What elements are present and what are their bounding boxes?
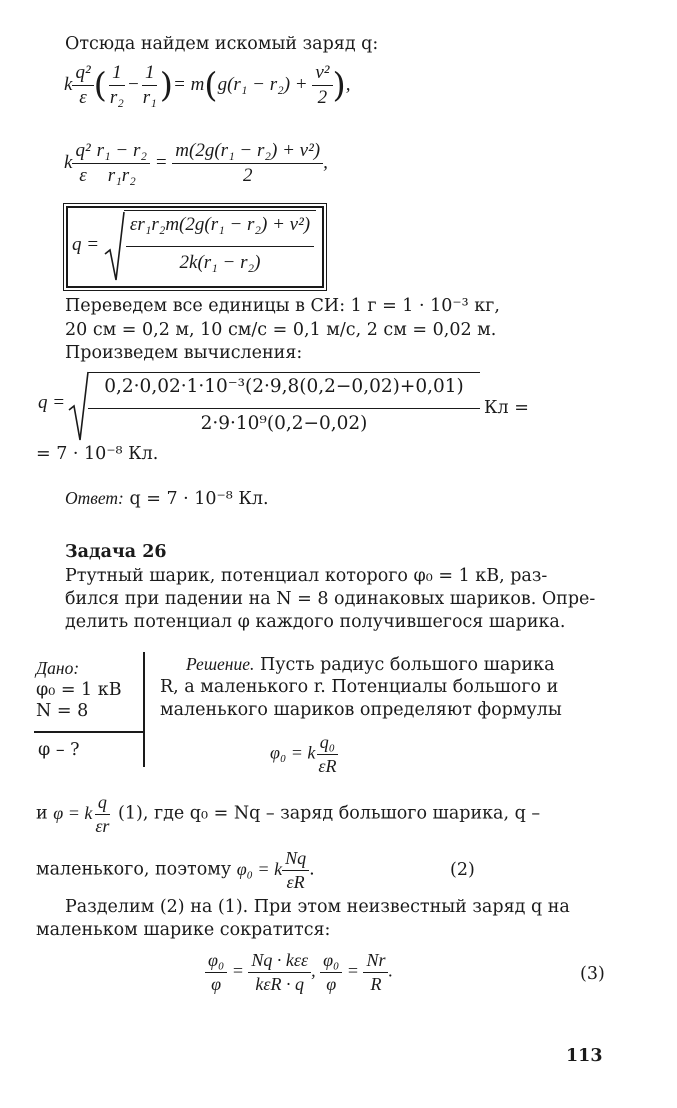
equation-2-line: маленького, поэтому φ₀ = k $\frac{Nq}{\varepsilon R}$ . <box>36 848 315 892</box>
solution-line-3: маленького шариков определяют формулы <box>160 700 562 720</box>
calc-numerator: 0,2·0,02·1·10⁻³(2·9,8(0,2−0,02)+0,01) <box>104 376 464 397</box>
given-phi0: φ₀ = 1 кВ <box>36 680 122 700</box>
compute-intro: Произведем вычисления: <box>65 343 303 363</box>
small-text: маленького, поэтому <box>36 859 232 880</box>
answer <box>65 488 269 509</box>
units-line-2: 20 см = 0,2 м, 10 см/с = 0,1 м/с, 2 см = 0,02 м. <box>65 320 497 340</box>
calc-result: = 7 · 10⁻⁸ Кл. <box>36 444 159 464</box>
given-N: N = 8 <box>36 701 89 721</box>
radical-sign <box>104 210 126 284</box>
intro-text: Отсюда найдем искомый заряд q: <box>65 34 379 54</box>
solution-line-1 <box>186 654 555 675</box>
equation-3-label: (3) <box>580 964 605 984</box>
solution-line-2: R, а маленького r. Потенциалы большого и <box>160 677 559 697</box>
and-text: и <box>36 803 48 824</box>
formula-ratio: $\frac{\text{φ₀}}{\varphi}$ = $\frac{\text{Nq · kεε}}{\text{kεR · q}}$ , $\frac{\text{φ₀}}{\varphi}$ = $\frac{Nr}{R}$ . <box>205 950 393 995</box>
answer-label: Ответ: <box>65 488 124 508</box>
task-line-2: бился при падении на N = 8 одинаковых шариков. Опре- <box>65 589 596 609</box>
page-number: 113 <box>566 1046 603 1066</box>
equation-1-line <box>36 792 540 837</box>
calc-unit: Кл = <box>484 398 529 418</box>
formula-phi: φ = k $\frac{q}{\varepsilon r}$ <box>53 792 110 836</box>
task-title: Задача 26 <box>65 542 167 562</box>
given-divider-vertical <box>143 652 145 767</box>
task-line-3: делить потенциал φ каждого получившегося шарика. <box>65 612 566 632</box>
equation-rearranged: k $\frac{\text{q²}}{\varepsilon}$ $\frac{\text{r₁ − r₂}}{\text{r₁r₂}}$ = $\frac{\text{m(2g(r₁ − r₂) + v²)}}{2}$ , <box>64 140 328 186</box>
boxed-formula-q: q = εr₁r₂m(2g(r₁ − r₂) + v²) 2k(r₁ − r₂) <box>66 206 324 288</box>
divide-line-1: Разделим (2) на (1). При этом неизвестный заряд q на <box>65 897 570 917</box>
given-label: Дано: <box>36 658 80 678</box>
formula-phi0: φ₀ = k $\frac{\text{q₀}}{\varepsilon R}$ <box>270 732 337 776</box>
equation-1-label: (1), где q₀ = Nq – заряд большого шарика, q – <box>118 803 541 824</box>
equation-energy: k $\frac{\text{q²}}{\varepsilon}$ ( $\frac{1}{\text{r₂}}$ − $\frac{1}{\text{r₁}}$ )= m(g(r₁ − r₂) + $\frac{\text{v²}}{2}$ ), <box>64 62 351 108</box>
given-divider-horizontal <box>34 731 144 733</box>
units-line-1: Переведем все единицы в СИ: 1 г = 1 · 10⁻³ кг, <box>65 296 500 316</box>
answer-value: q = 7 · 10⁻⁸ Кл. <box>129 489 269 509</box>
divide-line-2: маленьком шарике сократится: <box>36 920 331 940</box>
calc-denominator: 2·9·10⁹(0,2−0,02) <box>200 413 368 434</box>
solution-label: Решение. <box>186 654 255 674</box>
find-value: φ – ? <box>38 740 80 760</box>
solution-line-1-text: Пусть радиус большого шарика <box>254 655 555 675</box>
equation-2-label: (2) <box>450 860 475 880</box>
formula-phi0-nq: φ₀ = k $\frac{Nq}{\varepsilon R}$ <box>237 859 309 879</box>
task-line-1: Ртутный шарик, потенциал которого φ₀ = 1 кВ, раз- <box>65 566 548 586</box>
calc-q-label: q = <box>38 392 66 413</box>
calc-radical-sign <box>68 370 90 444</box>
